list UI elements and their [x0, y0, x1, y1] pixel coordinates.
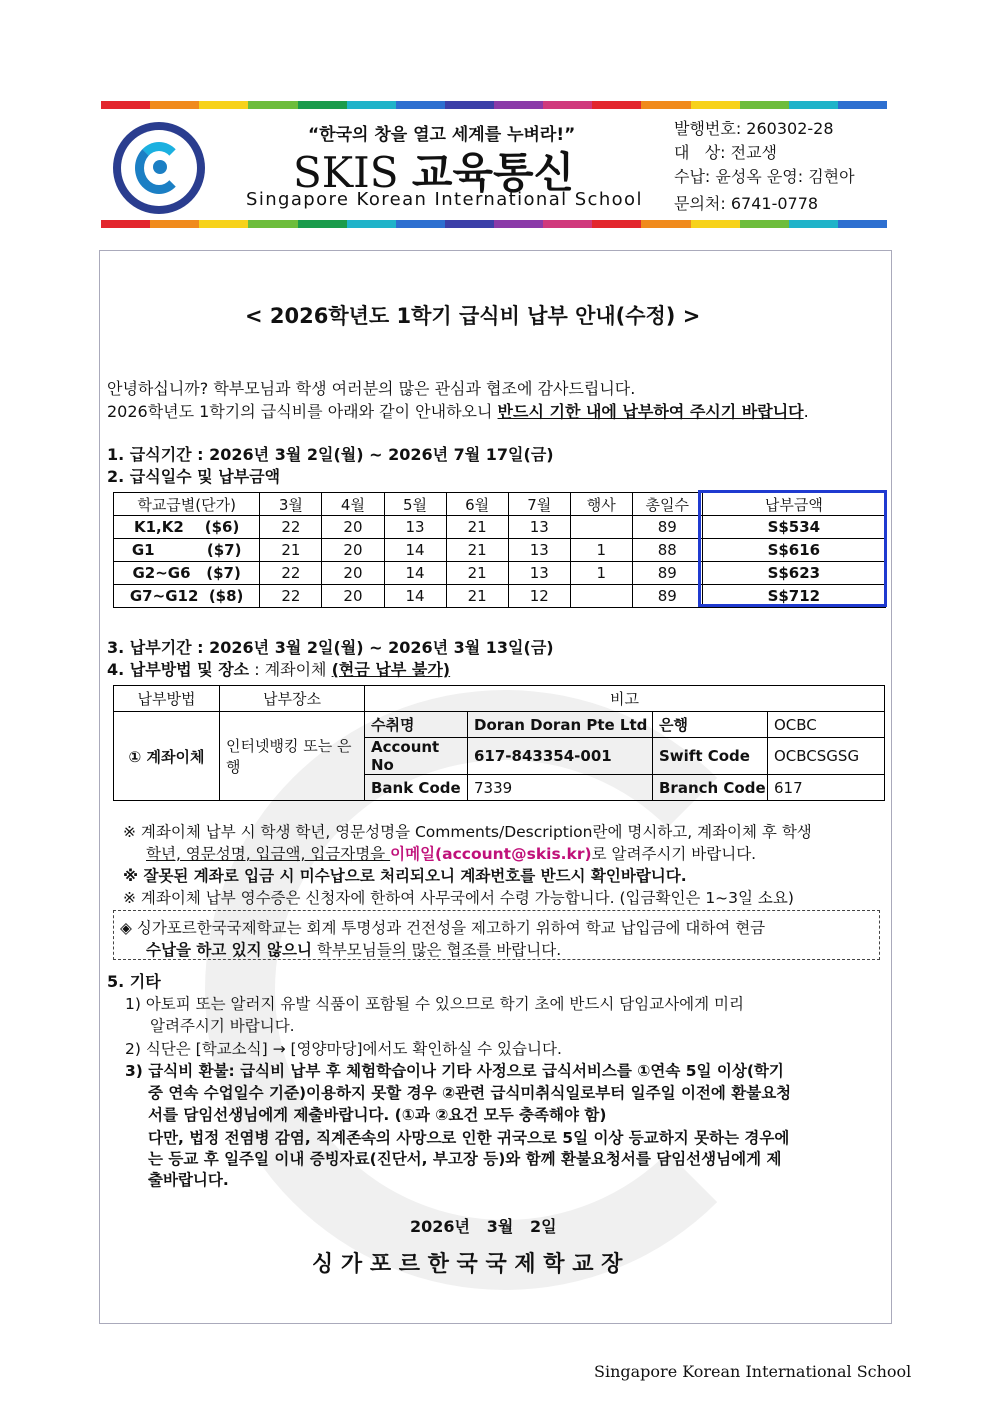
stripe-segment [248, 101, 297, 109]
box-line-2 [146, 938, 561, 960]
stripe-segment [101, 101, 150, 109]
stripe-segment [494, 220, 543, 228]
days-cell: 21 [260, 539, 322, 562]
school-logo [113, 122, 205, 214]
days-cell: 89 [632, 562, 702, 585]
note-1-line-2 [146, 842, 756, 864]
principal-signature: 싱 가 포 르 한 국 국 제 학 교 장 [312, 1252, 623, 1277]
days-cell: 20 [322, 585, 384, 608]
branch-label: Branch Code [653, 775, 768, 801]
stripe-segment [396, 220, 445, 228]
greeting-text: 2026학년도 1학기의 급식비를 아래와 같이 안내하오니 [107, 402, 498, 421]
stripe-segment [396, 101, 445, 109]
account-label: Account No [365, 738, 468, 775]
bankcode-value: 7339 [468, 775, 653, 801]
etc-3-line-6: 출바랍니다. [148, 1171, 229, 1189]
days-cell: 12 [508, 585, 570, 608]
stripe-segment [298, 220, 347, 228]
section-5-heading: 5. 기타 [107, 972, 161, 991]
stripe-segment [543, 220, 592, 228]
logo-year: 1993 [151, 196, 169, 204]
bankcode-label: Bank Code [365, 775, 468, 801]
section-3-period: 3. 납부기간 : 2026년 3월 2일(월) ~ 2026년 3월 13일(금) [107, 638, 554, 657]
days-cell: 21 [446, 585, 508, 608]
stripe-segment [740, 101, 789, 109]
document-title: < 2026학년도 1학기 급식비 납부 안내(수정) > [245, 304, 701, 328]
stripe-segment [445, 220, 494, 228]
days-cell: 22 [260, 585, 322, 608]
stripe-segment [789, 220, 838, 228]
greeting-emphasis: 반드시 기한 내에 납부하여 주시기 바랍니다 [497, 402, 804, 421]
days-cell: 22 [260, 516, 322, 539]
payee-label: 수취명 [365, 712, 468, 738]
days-cell: 1 [570, 562, 632, 585]
footer-school-name: Singapore Korean International School [594, 1362, 912, 1381]
etc-3-line-3: 서를 담임선생님에게 제출바랍니다. (①과 ②요건 모두 충족해야 함) [148, 1106, 607, 1124]
days-cell [570, 516, 632, 539]
note-1-tail: 로 알려주시기 바랍니다. [591, 845, 757, 863]
branch-value: 617 [768, 775, 885, 801]
approval-line: 수납: 윤성옥 운영: 김현아 [674, 167, 855, 186]
stripe-segment [592, 220, 641, 228]
etc-3-line-1: 3) 급식비 환불: 급식비 납부 후 체험학습이나 기타 사정으로 급식서비스를 ①연속 5일 이상(학기 [125, 1062, 784, 1080]
stripe-segment [838, 220, 887, 228]
issue-date: 2026년 3월 2일 [410, 1217, 557, 1236]
stripe-segment [592, 101, 641, 109]
school-name-en: Singapore Korean International School [246, 189, 643, 210]
days-cell: 21 [446, 539, 508, 562]
stripe-segment [248, 220, 297, 228]
stripe-segment [101, 220, 150, 228]
days-cell: 88 [632, 539, 702, 562]
section-4-method: : 계좌이체 [249, 660, 332, 679]
bank-value: OCBC [768, 712, 885, 738]
days-cell: 21 [446, 562, 508, 585]
days-cell: 20 [322, 562, 384, 585]
grade-cell: G1 ($7) [114, 539, 260, 562]
payment-col-header: 5월 [384, 493, 446, 516]
header-stripe-top [101, 101, 887, 109]
payment-col-header: 납부금액 [702, 493, 885, 516]
stripe-segment [789, 101, 838, 109]
swift-label: Swift Code [653, 738, 768, 775]
stripe-segment [445, 101, 494, 109]
box-line-1: ◈ 싱가포르한국국제학교는 회계 투명성과 건전성을 제고하기 위하여 학교 납입금에 대하여 현금 [120, 919, 766, 937]
days-cell: 1 [570, 539, 632, 562]
stripe-segment [298, 101, 347, 109]
section-1-period: 1. 급식기간 : 2026년 3월 2일(월) ~ 2026년 7월 17일(금) [107, 445, 554, 464]
target-audience: 대 상: 전교생 [674, 143, 778, 162]
amount-cell: S$623 [702, 562, 885, 585]
payee-value: Doran Doran Pte Ltd [468, 712, 653, 738]
stripe-segment [543, 101, 592, 109]
stripe-segment [691, 220, 740, 228]
days-cell: 89 [632, 516, 702, 539]
stripe-segment [199, 220, 248, 228]
stripe-segment [641, 101, 690, 109]
grade-cell: K1,K2 ($6) [114, 516, 260, 539]
stripe-segment [347, 101, 396, 109]
etc-3-line-2: 중 연속 수업일수 기준)이용하지 못할 경우 ②관련 급식미취식일로부터 일주일 이전에 환불요청 [148, 1084, 792, 1102]
note-3: ※ 계좌이체 납부 영수증은 신청자에 한하여 사무국에서 수령 가능합니다. (입금확인은 1~3일 소요) [123, 889, 794, 907]
greeting-line-1: 안녕하십니까? 학부모님과 학생 여러분의 많은 관심과 협조에 감사드립니다. [107, 379, 636, 398]
stripe-segment [199, 101, 248, 109]
payment-col-header: 6월 [446, 493, 508, 516]
note-2: ※ 잘못된 계좌로 입금 시 미수납으로 처리되오니 계좌번호를 반드시 확인바랍니다. [123, 867, 687, 885]
stripe-segment [740, 220, 789, 228]
amount-cell: S$712 [702, 585, 885, 608]
box-tail: 학부모님들의 많은 협조를 바랍니다. [311, 941, 562, 959]
section-2-heading: 2. 급식일수 및 납부금액 [107, 467, 281, 486]
days-cell: 13 [384, 516, 446, 539]
greeting-period: . [803, 402, 809, 421]
payment-col-header: 3월 [260, 493, 322, 516]
etc-3-line-5: 는 등교 후 일주일 이내 증빙자료(진단서, 부고장 등)와 함께 환불요청서를 담임선생님에게 제 [148, 1150, 782, 1168]
bank-label: 은행 [653, 712, 768, 738]
place-cell: 인터넷뱅킹 또는 은행 [220, 712, 365, 801]
section-4-heading [107, 657, 450, 680]
payment-col-header: 4월 [322, 493, 384, 516]
greeting-line-2 [107, 399, 809, 422]
days-cell: 14 [384, 562, 446, 585]
grade-cell: G2~G6 ($7) [114, 562, 260, 585]
note-1-line-1: ※ 계좌이체 납부 시 학생 학년, 영문성명을 Comments/Description란에 명시하고, 계좌이체 후 학생 [123, 823, 812, 841]
payment-col-header: 7월 [508, 493, 570, 516]
title-prefix: SKIS [293, 148, 399, 197]
etc-1-line-2: 알려주시기 바랍니다. [150, 1017, 295, 1035]
method-cell: ① 계좌이체 [114, 712, 220, 801]
days-cell: 13 [508, 516, 570, 539]
days-cell: 22 [260, 562, 322, 585]
days-cell: 14 [384, 539, 446, 562]
etc-3-line-4: 다만, 법정 전염병 감염, 직계존속의 사망으로 인한 귀국으로 5일 이상 등교하지 못하는 경우에 [148, 1129, 790, 1147]
th-note: 비고 [365, 686, 885, 712]
days-cell: 13 [508, 539, 570, 562]
box-emphasis: 수납을 하고 있지 않으니 [146, 941, 312, 959]
amount-cell: S$616 [702, 539, 885, 562]
days-cell: 89 [632, 585, 702, 608]
days-cell [570, 585, 632, 608]
days-cell: 14 [384, 585, 446, 608]
stripe-segment [150, 101, 199, 109]
payment-col-header: 총일수 [632, 493, 702, 516]
stripe-segment [641, 220, 690, 228]
days-cell: 13 [508, 562, 570, 585]
amount-highlight-box [698, 490, 887, 607]
note-1-fields: 학년, 영문성명, 입금액, 입금자명을 [146, 845, 391, 863]
days-cell: 20 [322, 539, 384, 562]
stripe-segment [347, 220, 396, 228]
days-cell: 21 [446, 516, 508, 539]
payment-col-header: 학교급별(단가) [114, 493, 260, 516]
issue-number: 발행번호: 260302-28 [674, 119, 834, 138]
th-place: 납부장소 [220, 686, 365, 712]
etc-2: 2) 식단은 [학교소식] → [영양마당]에서도 확인하실 수 있습니다. [125, 1040, 562, 1058]
stripe-segment [494, 101, 543, 109]
note-1-email: 이메일(account@skis.kr) [390, 845, 592, 863]
slogan: “한국의 창을 열고 세계를 누벼라!” [308, 125, 576, 145]
section-4-no-cash: (현금 납부 불가) [331, 660, 451, 679]
days-cell: 20 [322, 516, 384, 539]
stripe-segment [691, 101, 740, 109]
etc-1-line-1: 1) 아토피 또는 알러지 유발 식품이 포함될 수 있으므로 학기 초에 반드시 담임교사에게 미리 [125, 995, 744, 1013]
payment-col-header: 행사 [570, 493, 632, 516]
section-4-title: 4. 납부방법 및 장소 [107, 660, 250, 679]
payment-method-table [113, 685, 885, 801]
amount-cell: S$534 [702, 516, 885, 539]
swift-value: OCBCSGSG [768, 738, 885, 775]
account-value: 617-843354-001 [468, 738, 653, 775]
stripe-segment [150, 220, 199, 228]
contact-phone: 문의처: 6741-0778 [674, 194, 819, 213]
stripe-segment [838, 101, 887, 109]
title-suffix: 교육통신 [411, 148, 575, 197]
header-stripe-bottom [101, 220, 887, 228]
grade-cell: G7~G12 ($8) [114, 585, 260, 608]
th-method: 납부방법 [114, 686, 220, 712]
